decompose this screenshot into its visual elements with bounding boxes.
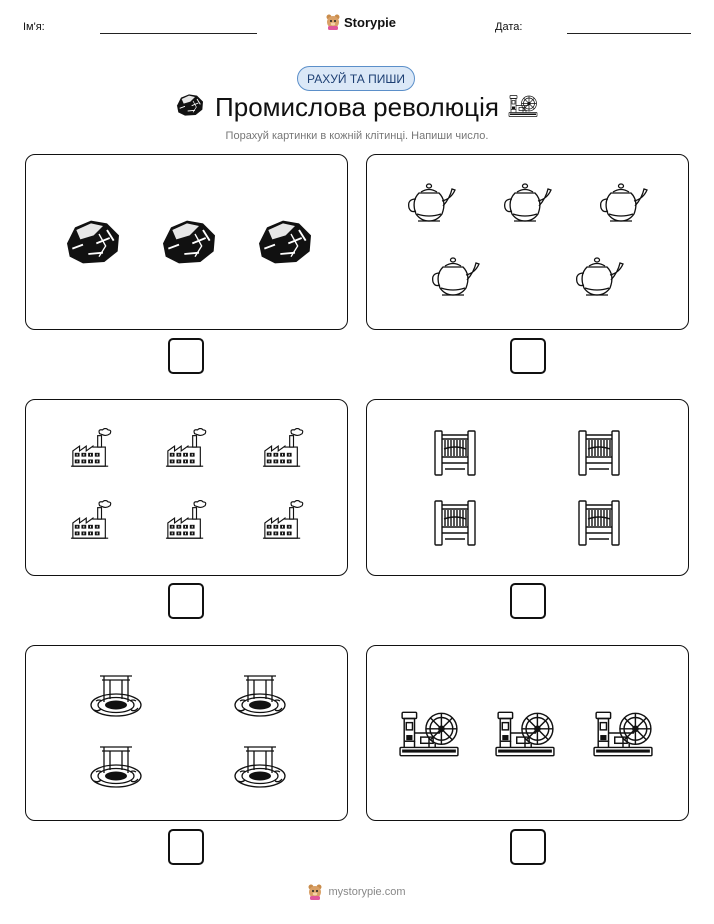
mine-shaft-icon bbox=[88, 743, 144, 789]
teapot-icon bbox=[428, 255, 482, 299]
brand-name: Storypie bbox=[344, 14, 397, 30]
footer-url[interactable]: mystorypie.com bbox=[328, 886, 406, 898]
mine-shaft-icon bbox=[88, 672, 144, 718]
steam-engine-icon bbox=[494, 708, 556, 760]
name-label: Ім'я: bbox=[23, 21, 45, 33]
loom-icon bbox=[432, 427, 478, 477]
bear-mascot-icon bbox=[326, 14, 340, 30]
brand-logo bbox=[326, 14, 396, 30]
factory-icon bbox=[262, 500, 304, 542]
page-title: Промислова революція bbox=[215, 92, 499, 122]
mine-shaft-icon bbox=[232, 672, 288, 718]
count-panel-4 bbox=[366, 399, 689, 576]
factory-icon bbox=[165, 500, 207, 542]
date-label: Дата: bbox=[495, 21, 523, 33]
teapot-icon bbox=[572, 255, 626, 299]
answer-box-6[interactable] bbox=[510, 829, 546, 865]
date-line[interactable] bbox=[567, 33, 691, 34]
answer-box-2[interactable] bbox=[510, 338, 546, 374]
factory-icon bbox=[70, 500, 112, 542]
coal-icon bbox=[251, 213, 315, 271]
answer-box-3[interactable] bbox=[168, 583, 204, 619]
answer-box-1[interactable] bbox=[168, 338, 204, 374]
factory-icon bbox=[70, 428, 112, 470]
instructions: Порахуй картинки в кожній клітинці. Напиши число. bbox=[225, 130, 489, 142]
factory-icon bbox=[262, 428, 304, 470]
teapot-icon bbox=[500, 181, 554, 225]
steam-engine-icon bbox=[398, 708, 460, 760]
loom-icon bbox=[576, 427, 622, 477]
mine-shaft-icon bbox=[232, 743, 288, 789]
count-panel-3 bbox=[25, 399, 348, 576]
steam-engine-icon bbox=[508, 93, 538, 119]
loom-icon bbox=[432, 497, 478, 547]
count-panel-5 bbox=[25, 645, 348, 821]
coal-icon bbox=[59, 213, 123, 271]
answer-box-5[interactable] bbox=[168, 829, 204, 865]
steam-engine-icon bbox=[592, 708, 654, 760]
teapot-icon bbox=[404, 181, 458, 225]
teapot-icon bbox=[596, 181, 650, 225]
loom-icon bbox=[576, 497, 622, 547]
coal-icon bbox=[155, 213, 219, 271]
bear-mascot-icon bbox=[308, 884, 322, 900]
factory-icon bbox=[165, 428, 207, 470]
answer-box-4[interactable] bbox=[510, 583, 546, 619]
footer bbox=[0, 884, 714, 900]
name-line[interactable] bbox=[100, 33, 257, 34]
activity-badge: РАХУЙ ТА ПИШИ bbox=[297, 66, 415, 91]
